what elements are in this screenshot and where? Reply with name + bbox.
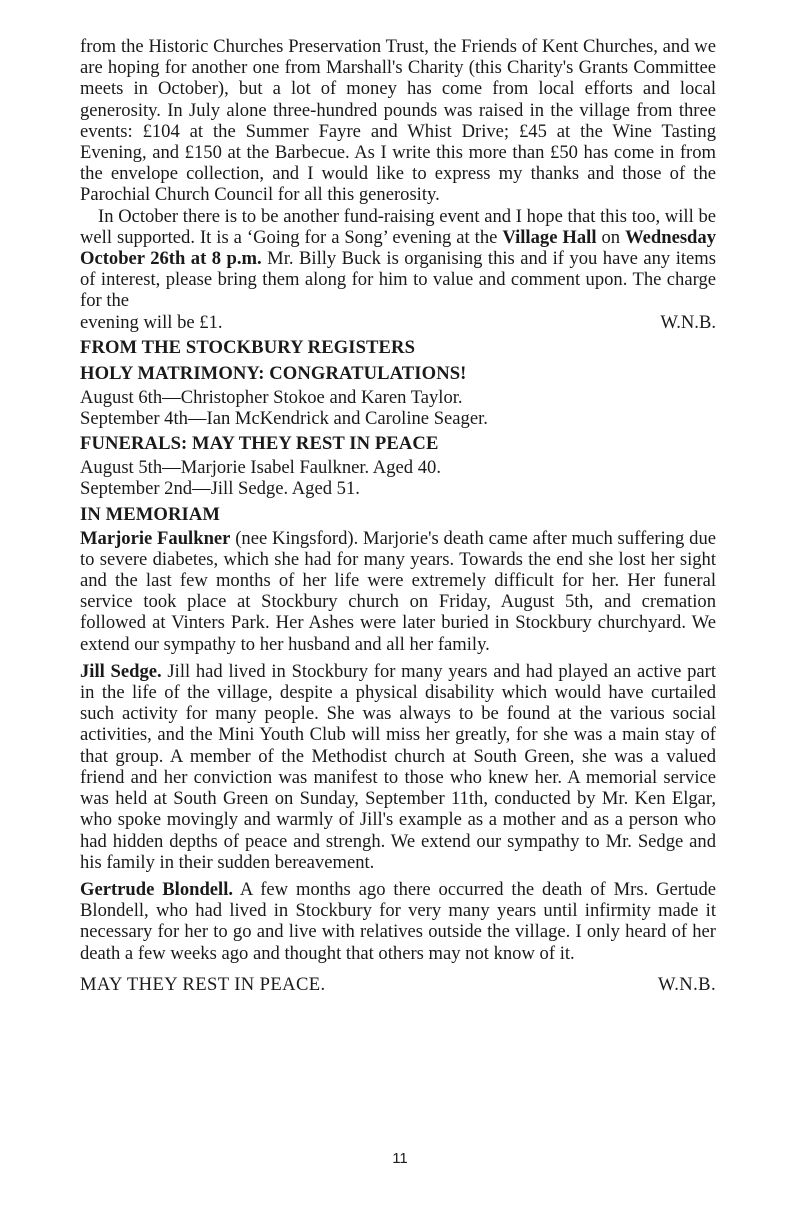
memoriam-heading: IN MEMORIAM <box>80 503 221 525</box>
funeral-entry: September 2nd—Jill Sedge. Aged 51. <box>80 478 360 500</box>
memoriam-closing <box>80 974 716 996</box>
intro-paragraph-1: from the Historic Churches Preservation Trust, the Friends of Kent Churches, and we are hoping for another one from Marshall's Charity (this Charity's Grants Committee meets in October), but a lot of money has come from local efforts and local generosity. In July alone three-hundred pounds was raised in the village from three events: £104 at the Summer Fayre and Whist Drive; £45 at the Wine Tasting Evening, and £150 at the Barbecue. As I write this more than £50 has come in from the envelope collection, and I would like to express my thanks and those of the Parochial Church Council for all this generosity. <box>80 36 716 206</box>
funerals-heading: FUNERALS: MAY THEY REST IN PEACE <box>80 433 439 455</box>
event-date: Wednesday October 26th at 8 p.m. <box>80 226 716 270</box>
memoriam-name: Gertrude Blondell. <box>80 878 234 900</box>
memoriam-name: Marjorie Faulkner <box>80 527 231 549</box>
memoriam-entry-faulkner <box>80 528 716 655</box>
memoriam-entry-blondell <box>80 879 716 964</box>
memoriam-name: Jill Sedge. <box>80 660 162 682</box>
para2-text-c: Mr. Billy Buck is organising this and if you have any items of interest, please bring them along for him to value and comment upon. The charge for the <box>80 248 716 312</box>
memoriam-text: Jill had lived in Stockbury for many years and had played an active part in the life of the village, despite a physical disability which would have curtailed such activity for many people. She was always to be found at the various social activities, and the Mini Youth Club will miss her greatly, for she was a main stay of that group. A member of the Methodist church at South Green, she was a valued friend and her conviction was manifest to those who knew her. A memorial service was held at South Green on Sunday, September 11th, conducted by Mr. Ken Elgar, who spoke movingly and warmly of Jill's example as a mother and as a person who had hidden depths of peace and strengh. We extend our sympathy to Mr. Sedge and his family in their sudden bereavement. <box>80 660 716 873</box>
memoriam-text: (nee Kingsford). Marjorie's death came after much suffering due to severe diabetes, which she had for many years. Towards the end she lost her sight and the last few months of her life were extremely difficult for her. Her funeral service took place at Stockbury church on Friday, August 5th, and cremation followed at Vinters Park. Her Ashes were later buried in Stockbury churchyard. We extend our sympathy to her husband and all her family. <box>80 527 716 655</box>
para2-last-line: evening will be £1. <box>80 311 223 333</box>
registers-heading: FROM THE STOCKBURY REGISTERS <box>80 336 416 358</box>
page-number: 11 <box>392 1150 408 1167</box>
funeral-entry: August 5th—Marjorie Isabel Faulkner. Aged 40. <box>80 457 441 479</box>
matrimony-heading: HOLY MATRIMONY: CONGRATULATIONS! <box>80 362 467 384</box>
event-venue: Village Hall <box>502 226 597 248</box>
closing-text: MAY THEY REST IN PEACE. <box>80 973 326 995</box>
para2-text-a: In October there is to be another fund-raising event and I hope that this too, will be well supported. It is a ‘Going for a Song’ evening at the <box>80 205 716 248</box>
para2-text-b: on <box>596 226 626 248</box>
matrimony-entry: August 6th—Christopher Stokoe and Karen Taylor. <box>80 386 463 408</box>
intro-paragraph-2 <box>80 206 716 312</box>
memoriam-entry-sedge <box>80 661 716 873</box>
closing-signature: W.N.B. <box>657 973 716 995</box>
intro-signature: W.N.B. <box>660 311 716 333</box>
memoriam-text: A few months ago there occurred the death of Mrs. Gertude Blondell, who had lived in Stockbury for very many years until infirmity made it necessary for her to go and live with relatives outside the village. I only heard of her death a few weeks ago and thought that others may not know of it. <box>80 878 717 964</box>
matrimony-entry: September 4th—Ian McKendrick and Caroline Seager. <box>80 408 488 430</box>
intro-closing-line <box>80 312 716 333</box>
